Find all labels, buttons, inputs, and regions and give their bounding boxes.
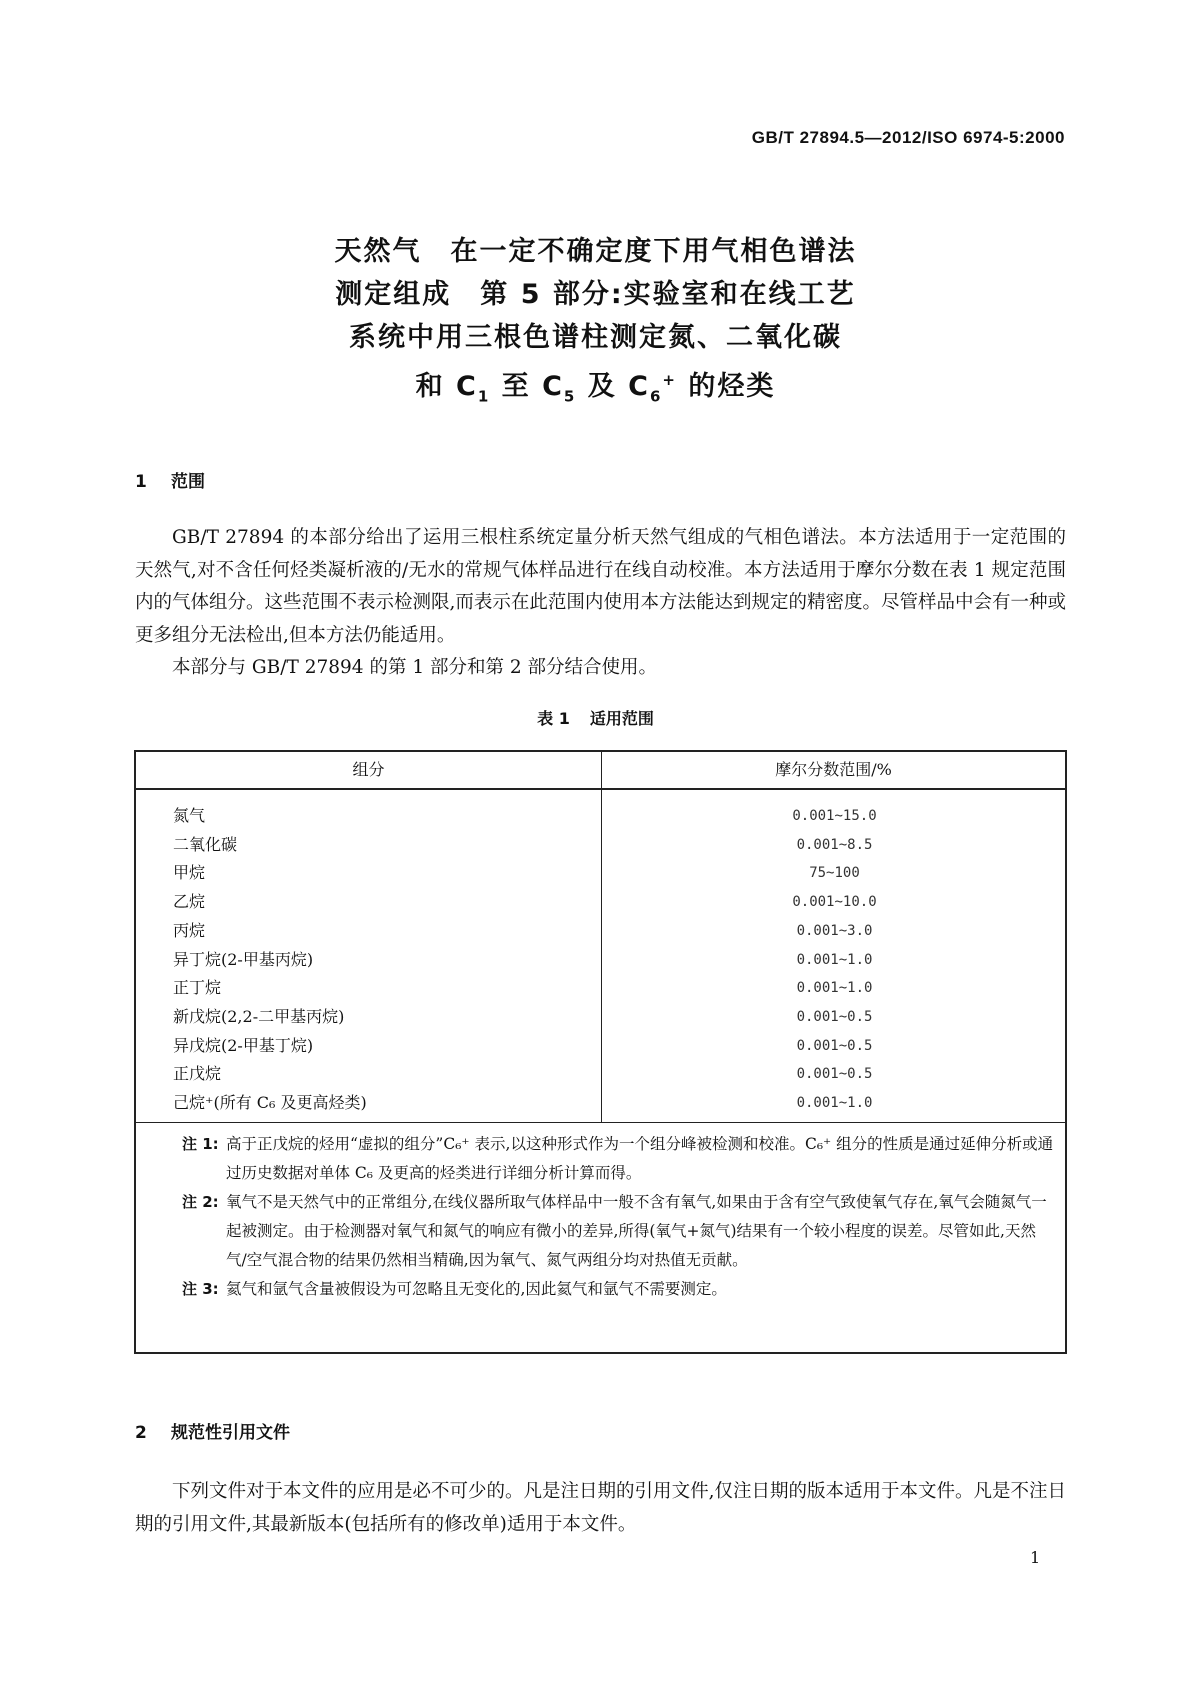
range-cell: 0.001~0.5: [796, 1066, 873, 1083]
table-note: [136, 1130, 1065, 1188]
component-cell: 异戊烷(2-甲基丁烷): [173, 1035, 314, 1055]
title-line: 系统中用三根色谱柱测定氮、二氧化碳: [349, 322, 842, 353]
range-cell: 0.001~10.0: [792, 894, 877, 911]
table-row: [136, 802, 1065, 831]
table-number: 表 1: [537, 709, 570, 728]
title-text: 至 C: [490, 371, 564, 402]
title-line: 测定组成 第 5 部分:实验室和在线工艺: [335, 279, 856, 310]
note-text: 氦气和氩气含量被假设为可忽略且无变化的,因此氦气和氩气不需要测定。: [226, 1280, 727, 1298]
component-cell: 正戊烷: [173, 1064, 222, 1084]
component-cell: 二氧化碳: [173, 834, 238, 854]
range-cell: 0.001~0.5: [796, 1008, 873, 1025]
section-2-heading: [135, 1418, 290, 1443]
page-number: 1: [1030, 1548, 1041, 1567]
section-number: 2: [135, 1423, 147, 1443]
paragraph: GB/T 27894 的本部分给出了运用三根柱系统定量分析天然气组成的气相色谱法。本方法适用于一定范围的天然气,对不含任何烃类凝析液的/无水的常规气体样品进行在线自动校准。本方法适用于摩尔分数在表 1 规定范围内的气体组分。这些范围不表示检测限,而表示在此范围内使用本方法能达到规定的精密度。尽管样品中会有一种或更多组分无法检出,但本方法仍能适用。: [135, 527, 1066, 646]
table-row: [136, 1060, 1065, 1089]
table-row: [136, 946, 1065, 975]
table-row: [136, 831, 1065, 860]
title-text: 及 C: [576, 371, 650, 402]
component-cell: 氮气: [173, 806, 206, 825]
range-cell: 0.001~1.0: [796, 980, 873, 997]
note-text: 高于正戊烷的烃用“虚拟的组分”C₆⁺ 表示,以这种形式作为一个组分峰被检测和校准。C₆⁺ 组分的性质是通过延伸分析或通过历史数据对单体 C₆ 及更高的烃类进行详细分析计算而得。: [226, 1135, 1054, 1182]
section-title: 范围: [171, 472, 205, 492]
component-cell: 正丁烷: [173, 978, 222, 998]
title-text: 和 C: [415, 371, 478, 402]
component-cell: 己烷⁺(所有 C₆ 及更高烃类): [173, 1093, 367, 1112]
section-number: 1: [135, 472, 147, 492]
table-caption: [0, 706, 1191, 729]
title-text: 的烃类: [676, 371, 776, 402]
section-1-heading: [135, 467, 205, 492]
table-row: [136, 1089, 1065, 1118]
table-note: [136, 1188, 1065, 1275]
table-row: [136, 859, 1065, 888]
paragraph: 下列文件对于本文件的应用是必不可少的。凡是注日期的引用文件,仅注日期的版本适用于本文件。凡是不注日期的引用文件,其最新版本(包括所有的修改单)适用于本文件。: [135, 1481, 1066, 1535]
range-cell: 0.001~0.5: [796, 1037, 873, 1054]
title-line: [0, 359, 1191, 418]
table-title: 适用范围: [589, 709, 654, 728]
note-text: 氧气不是天然气中的正常组分,在线仪器所取气体样品中一般不含有氧气,如果由于含有空气致使氧气存在,氧气会随氮气一起被测定。由于检测器对氧气和氮气的响应有微小的差异,所得(氧气+氮气)结果有一个较小程度的误差。尽管如此,天然气/空气混合物的结果仍然相当精确,因为氧气、氮气两组分均对热值无贡献。: [226, 1193, 1047, 1269]
title-line: 天然气 在一定不确定度下用气相色谱法: [334, 236, 857, 267]
table-row: [136, 888, 1065, 917]
subscript: 1: [477, 387, 491, 406]
component-cell: 新戊烷(2,2-二甲基丙烷): [173, 1006, 345, 1026]
range-cell: 0.001~8.5: [796, 836, 873, 853]
table-row: [136, 1032, 1065, 1061]
standard-number: GB/T 27894.5—2012/ISO 6974-5:2000: [751, 128, 1065, 147]
scope-table: [134, 750, 1067, 1354]
note-label: 注 2:: [182, 1193, 219, 1211]
range-cell: 0.001~1.0: [796, 1095, 873, 1111]
subscript: 6: [649, 387, 663, 406]
component-cell: 丙烷: [173, 920, 206, 940]
note-label: 注 3:: [182, 1280, 219, 1298]
table-notes: [136, 1130, 1065, 1304]
component-cell: 乙烷: [173, 892, 206, 912]
section-1-body: [135, 522, 1066, 685]
section-title: 规范性引用文件: [171, 1423, 290, 1443]
table-row: [136, 1003, 1065, 1032]
component-cell: 甲烷: [173, 863, 206, 883]
table-note: [136, 1275, 1065, 1304]
range-cell: 0.001~15.0: [792, 808, 877, 824]
range-cell: 0.001~3.0: [796, 922, 873, 939]
note-label: 注 1:: [182, 1135, 219, 1153]
column-header-range: 摩尔分数范围/%: [775, 760, 892, 779]
section-2-body: [135, 1476, 1066, 1541]
column-header-component: 组分: [352, 760, 385, 779]
range-cell: 75~100: [809, 865, 860, 882]
paragraph: 本部分与 GB/T 27894 的第 1 部分和第 2 部分结合使用。: [172, 657, 658, 678]
superscript: +: [662, 371, 677, 389]
table-row: [136, 917, 1065, 946]
document-title: [0, 230, 1191, 418]
subscript: 5: [563, 387, 577, 406]
table-row: [136, 974, 1065, 1003]
range-cell: 0.001~1.0: [796, 951, 873, 968]
table-body: [136, 788, 1065, 1123]
component-cell: 异丁烷(2-甲基丙烷): [173, 949, 314, 969]
